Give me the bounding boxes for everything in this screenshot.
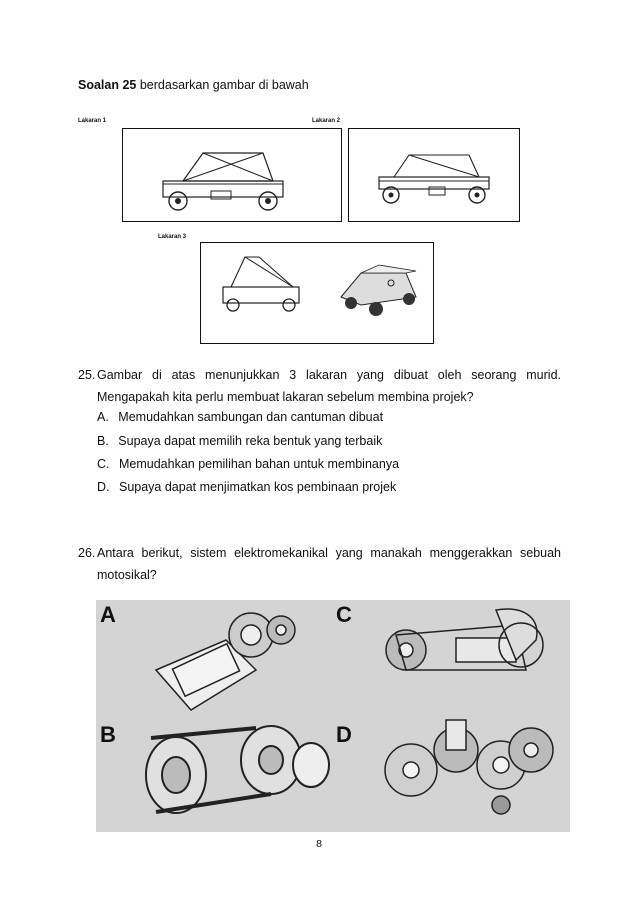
q25-option-d[interactable]: [97, 480, 396, 494]
section-heading: [78, 78, 309, 92]
page-number: 8: [316, 838, 322, 850]
electromechanical-options-photo: [96, 600, 570, 832]
photo-letter-b[interactable]: B: [100, 722, 116, 747]
option-text: Supaya dapat memilih reka bentuk yang terbaik: [118, 434, 383, 448]
q26-number: 26.: [78, 546, 96, 560]
photo-letter-d[interactable]: D: [336, 722, 352, 747]
sketch-1-label: Lakaran 1: [78, 118, 107, 124]
q26-line1: Antara berikut, sistem elektromekanikal yang manakah menggerakkan sebuah: [97, 546, 561, 560]
sketch-3-drawing: [201, 243, 433, 343]
option-letter: B.: [97, 434, 109, 448]
option-text: Memudahkan sambungan dan cantuman dibuat: [118, 410, 384, 424]
sketch-3-label: Lakaran 3: [158, 234, 187, 240]
option-text: Supaya dapat menjimatkan kos pembinaan projek: [118, 480, 397, 494]
option-letter: A.: [97, 410, 109, 424]
sketch-3: [158, 234, 438, 344]
sketch-1-drawing: [123, 129, 341, 221]
sketch-2-frame: [348, 128, 520, 222]
photo-letter-a[interactable]: A: [100, 602, 116, 627]
q25-option-b[interactable]: [97, 434, 382, 448]
option-text: Memudahkan pemilihan bahan untuk membinanya: [118, 457, 400, 471]
sketch-2-drawing: [349, 129, 519, 221]
sketch-2-label: Lakaran 2: [312, 118, 341, 124]
q25-option-c[interactable]: [97, 457, 399, 471]
heading-rest: berdasarkan gambar di bawah: [136, 78, 309, 92]
sketch-2: [312, 118, 522, 228]
photo-artwork: [96, 600, 570, 832]
q25-number: 25.: [78, 368, 96, 382]
sketch-1-frame: [122, 128, 342, 222]
q26-line2: motosikal?: [97, 568, 157, 582]
q25-option-a[interactable]: [97, 410, 383, 424]
option-letter: D.: [97, 480, 110, 494]
sketch-1: [78, 118, 278, 228]
q25-line1: Gambar di atas menunjukkan 3 lakaran yang dibuat oleh seorang murid.: [97, 368, 561, 382]
heading-bold: Soalan 25: [78, 78, 137, 92]
option-letter: C.: [97, 457, 110, 471]
q25-line2: Mengapakah kita perlu membuat lakaran sebelum membina projek?: [97, 390, 474, 404]
sketch-3-frame: [200, 242, 434, 344]
photo-letter-c[interactable]: C: [336, 602, 352, 627]
